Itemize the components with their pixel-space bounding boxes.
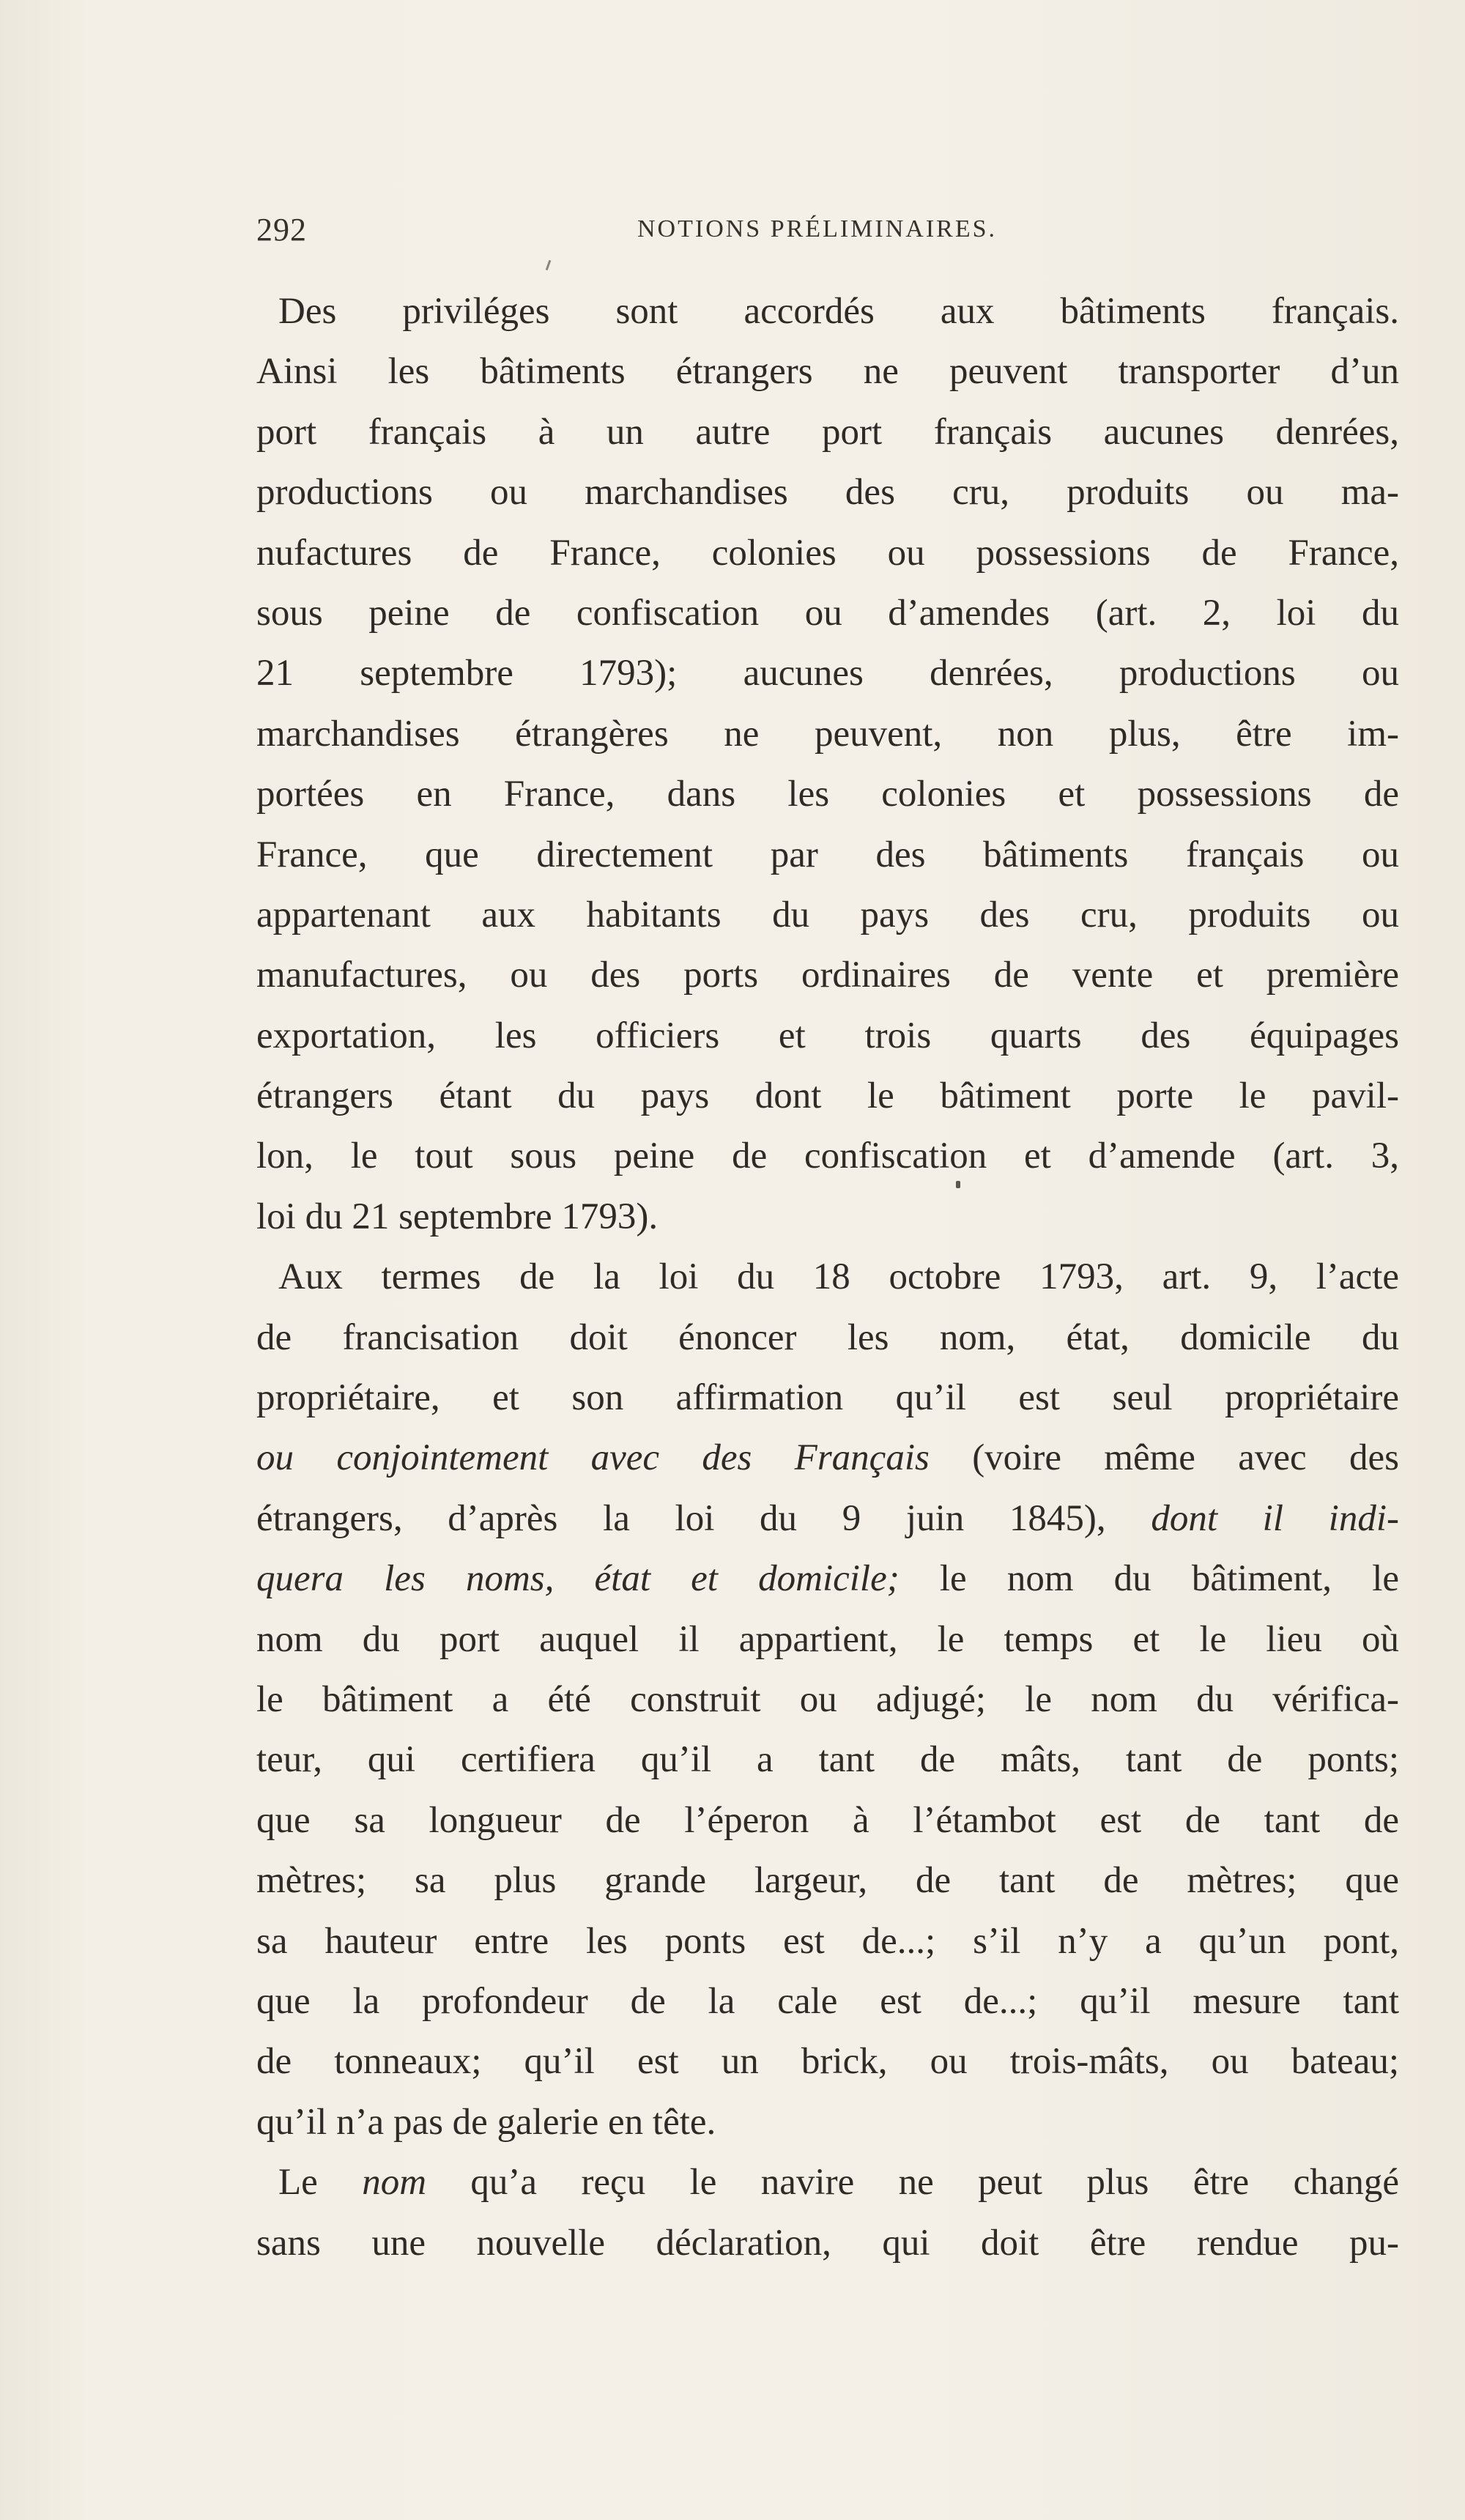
text-segment: 21 septembre 1793); aucunes denrées, productions ou <box>256 653 1399 694</box>
text-line <box>256 1428 1399 1488</box>
text-line <box>256 1850 1399 1911</box>
text-segment: France, que directement par des bâtiments français ou <box>256 834 1399 875</box>
text-line <box>256 643 1399 703</box>
text-segment: sa hauteur entre les ponts est de...; s’il n’y a qu’un pont, <box>256 1920 1399 1962</box>
text-line <box>256 1670 1399 1730</box>
text-segment: (voire même avec des <box>929 1437 1399 1479</box>
text-line <box>256 1368 1399 1428</box>
text-segment: de francisation doit énoncer les nom, état, domicile du <box>256 1316 1399 1358</box>
text-line <box>256 341 1399 401</box>
page-header <box>256 211 1399 255</box>
text-segment: mètres; sa plus grande largeur, de tant de mètres; que <box>256 1860 1399 1902</box>
text-segment: que sa longueur de l’éperon à l’étambot est de tant de <box>256 1799 1399 1841</box>
text-segment: port français à un autre port français aucunes denrées, <box>256 411 1399 453</box>
text-segment: le nom du bâtiment, le <box>899 1558 1399 1600</box>
text-line <box>256 1549 1399 1609</box>
text-line <box>256 2213 1399 2273</box>
text-segment: loi du 21 septembre 1793). <box>256 1196 659 1237</box>
text-segment: exportation, les officiers et trois quarts des équipages <box>256 1015 1399 1056</box>
text-line <box>256 281 1399 341</box>
text-line <box>256 1790 1399 1850</box>
text-line <box>256 885 1399 945</box>
text-line <box>256 1489 1399 1549</box>
text-segment: sans une nouvelle déclaration, qui doit être rendue pu- <box>256 2222 1399 2264</box>
text-segment: lon, le tout sous peine de confiscation et d’amende (art. 3, <box>256 1135 1399 1177</box>
italic-text: dont il indi- <box>1151 1497 1399 1539</box>
ink-speck <box>956 1181 960 1188</box>
text-line <box>256 2031 1399 2091</box>
print-mark <box>546 260 552 270</box>
text-line <box>256 523 1399 583</box>
text-segment: Ainsi les bâtiments étrangers ne peuvent transporter d’un <box>256 351 1399 393</box>
text-segment: de tonneaux; qu’il est un brick, ou trois-mâts, ou bateau; <box>256 2041 1399 2083</box>
text-segment: qu’a reçu le navire ne peut plus être changé <box>426 2162 1399 2204</box>
text-line <box>256 1911 1399 1971</box>
text-line <box>256 583 1399 643</box>
text-segment: nufactures de France, colonies ou possessions de France, <box>256 532 1399 574</box>
text-segment: que la profondeur de la cale est de...; qu’il mesure tant <box>256 1980 1399 2022</box>
body-text <box>256 281 1399 2273</box>
text-line <box>256 462 1399 522</box>
text-segment: sous peine de confiscation ou d’amendes (art. 2, loi du <box>256 592 1399 634</box>
italic-text: nom <box>362 2162 427 2204</box>
text-line <box>256 402 1399 462</box>
text-segment: propriétaire, et son affirmation qu’il est seul propriétaire <box>256 1377 1399 1419</box>
text-line <box>256 1187 1399 1247</box>
text-segment: étrangers étant du pays dont le bâtiment porte le pavil- <box>256 1075 1399 1117</box>
running-title: NOTIONS PRÉLIMINAIRES. <box>637 215 997 242</box>
text-line <box>256 1126 1399 1186</box>
text-segment: marchandises étrangères ne peuvent, non plus, être im- <box>256 713 1399 755</box>
text-line <box>256 2092 1399 2152</box>
text-segment: appartenant aux habitants du pays des cru, produits ou <box>256 894 1399 935</box>
text-line <box>256 1066 1399 1126</box>
text-line <box>256 2152 1399 2212</box>
text-line <box>256 1971 1399 2031</box>
text-line <box>256 1247 1399 1307</box>
text-line <box>256 825 1399 885</box>
text-line <box>256 764 1399 824</box>
text-segment: le bâtiment a été construit ou adjugé; le nom du vérifica- <box>256 1678 1399 1720</box>
text-segment: teur, qui certifiera qu’il a tant de mâts, tant de ponts; <box>256 1739 1399 1781</box>
text-segment: Des priviléges sont accordés aux bâtiments français. <box>278 291 1399 332</box>
text-segment: nom du port auquel il appartient, le temps et le lieu où <box>256 1618 1399 1660</box>
text-line <box>256 1308 1399 1368</box>
text-line <box>256 704 1399 764</box>
text-line <box>256 1006 1399 1066</box>
italic-text: ou conjointement avec des Français <box>256 1437 930 1479</box>
text-segment: Aux termes de la loi du 18 octobre 1793, art. 9, l’acte <box>278 1256 1399 1298</box>
text-line <box>256 1609 1399 1670</box>
text-line <box>256 945 1399 1005</box>
text-segment: portées en France, dans les colonies et possessions de <box>256 774 1399 815</box>
text-segment: productions ou marchandises des cru, produits ou ma- <box>256 472 1399 514</box>
text-segment: Le <box>278 2162 363 2204</box>
text-segment: qu’il n’a pas de galerie en tête. <box>256 2101 716 2143</box>
text-segment: étrangers, d’après la loi du 9 juin 1845), <box>256 1497 1151 1539</box>
text-segment: manufactures, ou des ports ordinaires de vente et première <box>256 955 1399 996</box>
text-line <box>256 1730 1399 1790</box>
italic-text: quera les noms, état et domicile; <box>256 1558 900 1600</box>
page-number: 292 <box>256 212 307 248</box>
